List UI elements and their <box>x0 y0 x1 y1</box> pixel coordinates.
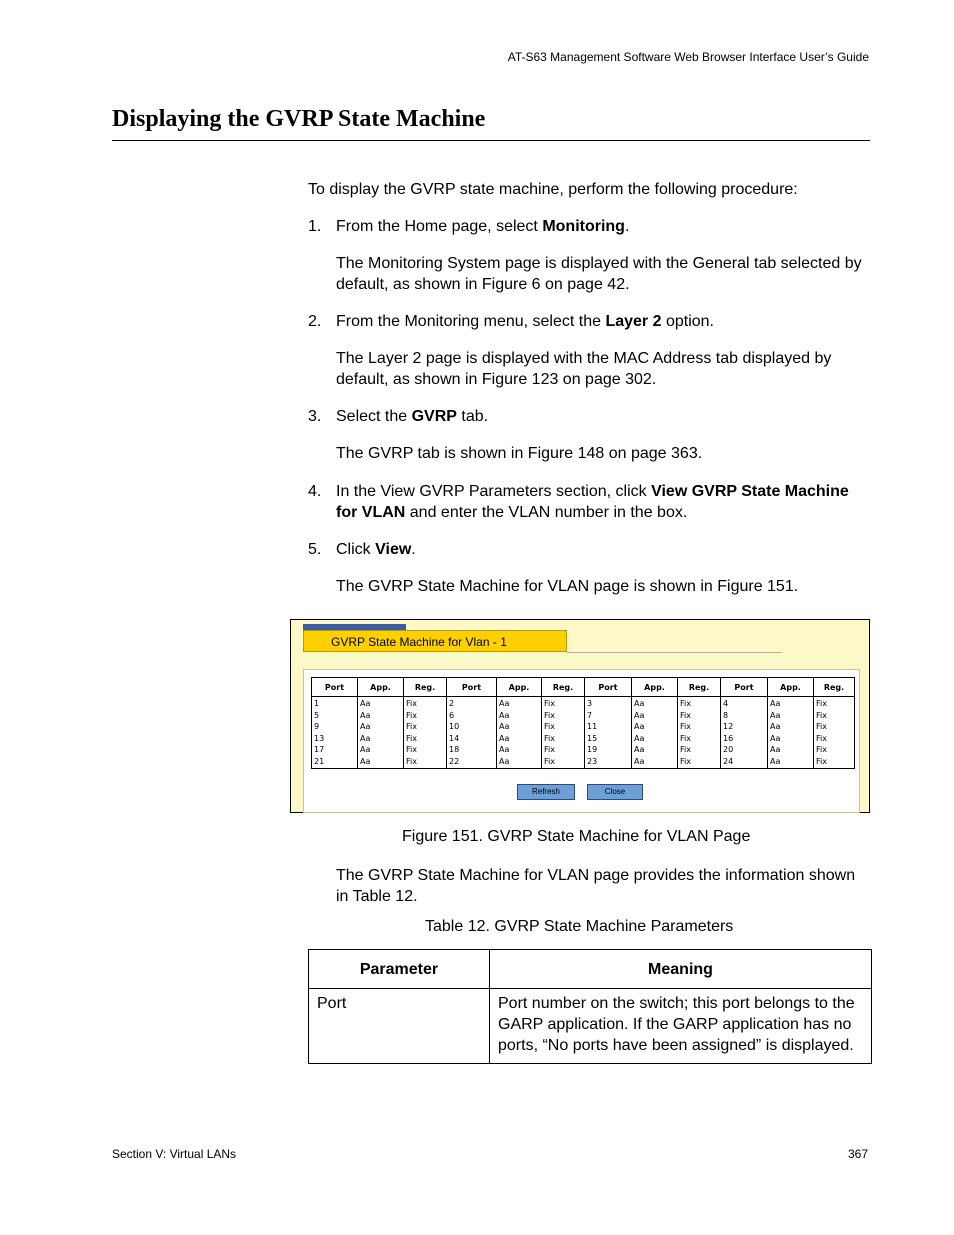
port-cell-value: 19 <box>587 745 598 754</box>
step-5-number: 5. <box>308 541 322 558</box>
reg-cell-value: Fix <box>544 722 555 731</box>
reg-cell-value: Fix <box>406 722 417 731</box>
port-cell-value: 13 <box>314 733 325 743</box>
port-cell-value: 20 <box>723 745 734 754</box>
port-cell-value: 4 <box>723 699 729 708</box>
step-1-text: From the Home page, select Monitoring. <box>336 218 630 235</box>
footer-section: Section V: Virtual LANs <box>112 1147 237 1161</box>
port-cell-value: 14 <box>449 733 460 743</box>
reg-cell-value: Fix <box>680 745 691 754</box>
column-header: App. <box>497 678 542 697</box>
step-3-text: Select the GVRP tab. <box>336 408 489 425</box>
port-cell-value: 5 <box>314 710 320 720</box>
app-cell-value: Aa <box>634 699 645 708</box>
reg-cell-value: Fix <box>816 722 827 731</box>
app-cell-value: Aa <box>634 722 645 731</box>
app-cell-value: Aa <box>634 756 645 766</box>
column-header: App. <box>768 678 814 697</box>
reg-cell-value: Fix <box>680 710 691 720</box>
port-cell-value: 11 <box>587 722 598 731</box>
app-cell-value: Aa <box>634 745 645 754</box>
reg-cell-value: Fix <box>680 699 691 708</box>
app-cell-value: Aa <box>499 745 510 754</box>
port-cell-value: 8 <box>723 710 729 720</box>
app-cell-value: Aa <box>770 733 781 743</box>
header-parameter: Parameter <box>309 950 490 989</box>
column-header: App. <box>358 678 404 697</box>
app-cell-value: Aa <box>770 722 781 731</box>
reg-cell-value: Fix <box>680 733 691 743</box>
running-header: AT-S63 Management Software Web Browser Interface User’s Guide <box>507 50 869 64</box>
reg-cell <box>814 697 855 769</box>
app-cell-value: Aa <box>499 756 510 766</box>
cell-parameter: Port <box>309 989 490 1064</box>
app-cell <box>768 697 814 769</box>
reg-cell-value: Fix <box>816 699 827 708</box>
app-cell-value: Aa <box>770 710 781 720</box>
reg-cell-value: Fix <box>544 733 555 743</box>
table-caption: Table 12. GVRP State Machine Parameters <box>425 918 734 935</box>
title-rule <box>112 140 870 141</box>
port-cell-value: 6 <box>449 710 455 720</box>
port-cell-value: 17 <box>314 745 325 754</box>
header-meaning: Meaning <box>490 950 872 989</box>
reg-cell-value: Fix <box>544 756 555 766</box>
step-5-note: The GVRP State Machine for VLAN page is shown in Figure 151. <box>336 578 799 595</box>
page-number: 367 <box>847 1147 868 1161</box>
port-cell-value: 3 <box>587 699 593 708</box>
reg-cell-value: Fix <box>816 745 827 754</box>
intro-paragraph: To display the GVRP state machine, perform the following procedure: <box>308 181 798 198</box>
state-machine-table <box>311 677 855 769</box>
app-cell-value: Aa <box>634 710 645 720</box>
app-cell-value: Aa <box>770 699 781 708</box>
app-cell-value: Aa <box>360 756 371 766</box>
column-header: Reg. <box>404 678 447 697</box>
port-cell-value: 2 <box>449 699 455 708</box>
port-cell-value: 18 <box>449 745 460 754</box>
step-3-number: 3. <box>308 408 322 425</box>
figure-caption: Figure 151. GVRP State Machine for VLAN Page <box>402 828 751 845</box>
step-2-text: From the Monitoring menu, select the Layer 2 option. <box>336 313 714 330</box>
cell-meaning: Port number on the switch; this port belongs to the GARP application. If the GARP application has no ports, “No ports have been assigned” is displayed. <box>490 989 872 1064</box>
gvrp-state-machine-screenshot <box>290 619 870 813</box>
step-2-number: 2. <box>308 313 322 330</box>
port-cell <box>585 697 632 769</box>
reg-cell-value: Fix <box>406 710 417 720</box>
state-machine-panel <box>303 669 860 813</box>
reg-cell-value: Fix <box>406 756 417 766</box>
app-cell-value: Aa <box>360 733 371 743</box>
reg-cell-value: Fix <box>680 756 691 766</box>
column-header: Port <box>447 678 497 697</box>
column-header: Reg. <box>678 678 721 697</box>
step-2-note: The Layer 2 page is displayed with the MAC Address tab displayed by default, as shown in Figure 123 on page 302. <box>336 350 832 388</box>
app-cell-value: Aa <box>360 745 371 754</box>
port-cell <box>447 697 497 769</box>
table-row <box>309 989 872 1064</box>
reg-cell-value: Fix <box>406 699 417 708</box>
reg-cell-value: Fix <box>544 745 555 754</box>
app-cell <box>358 697 404 769</box>
app-cell <box>632 697 678 769</box>
port-cell-value: 10 <box>449 722 460 731</box>
app-cell-value: Aa <box>770 756 781 766</box>
reg-cell-value: Fix <box>816 733 827 743</box>
tab-gvrp-state-machine[interactable]: GVRP State Machine for Vlan - 1 <box>303 630 567 652</box>
reg-cell-value: Fix <box>816 710 827 720</box>
state-machine-header-row <box>312 678 855 697</box>
port-cell-value: 22 <box>449 756 460 766</box>
column-header: Port <box>721 678 768 697</box>
column-header: Port <box>312 678 358 697</box>
port-cell <box>312 697 358 769</box>
tab-underline <box>567 652 782 653</box>
app-cell <box>497 697 542 769</box>
port-cell-value: 12 <box>723 722 734 731</box>
port-cell-value: 21 <box>314 756 325 766</box>
step-4-number: 4. <box>308 483 322 500</box>
port-cell-value: 23 <box>587 756 598 766</box>
step-5-text: Click View. <box>336 541 416 558</box>
after-figure-paragraph: The GVRP State Machine for VLAN page provides the information shown in Table 12. <box>336 867 856 905</box>
reg-cell <box>404 697 447 769</box>
app-cell-value: Aa <box>770 745 781 754</box>
refresh-button[interactable]: Refresh <box>517 784 575 800</box>
port-cell-value: 16 <box>723 733 734 743</box>
port-cell-value: 1 <box>314 699 320 708</box>
parameters-table <box>308 949 872 1064</box>
app-cell-value: Aa <box>634 733 645 743</box>
close-button[interactable]: Close <box>587 784 643 800</box>
reg-cell-value: Fix <box>406 745 417 754</box>
step-3-note: The GVRP tab is shown in Figure 148 on page 363. <box>336 445 703 462</box>
port-cell-value: 15 <box>587 733 598 743</box>
port-cell-value: 7 <box>587 710 593 720</box>
reg-cell-value: Fix <box>406 733 417 743</box>
reg-cell-value: Fix <box>544 699 555 708</box>
port-cell <box>721 697 768 769</box>
app-cell-value: Aa <box>499 722 510 731</box>
app-cell-value: Aa <box>360 722 371 731</box>
column-header: Reg. <box>542 678 585 697</box>
column-header: Port <box>585 678 632 697</box>
column-header: App. <box>632 678 678 697</box>
reg-cell <box>542 697 585 769</box>
reg-cell-value: Fix <box>816 756 827 766</box>
port-cell-value: 9 <box>314 722 320 731</box>
reg-cell <box>678 697 721 769</box>
table-row <box>312 697 855 769</box>
step-1-note: The Monitoring System page is displayed with the General tab selected by default, as shown in Figure 6 on page 42. <box>336 255 862 293</box>
port-cell-value: 24 <box>723 756 734 766</box>
app-cell-value: Aa <box>499 733 510 743</box>
section-title: Displaying the GVRP State Machine <box>112 106 486 132</box>
parameters-header-row <box>309 950 872 989</box>
reg-cell-value: Fix <box>544 710 555 720</box>
app-cell-value: Aa <box>360 710 371 720</box>
app-cell-value: Aa <box>499 699 510 708</box>
app-cell-value: Aa <box>499 710 510 720</box>
column-header: Reg. <box>814 678 855 697</box>
reg-cell-value: Fix <box>680 722 691 731</box>
step-1-number: 1. <box>308 218 322 235</box>
app-cell-value: Aa <box>360 699 371 708</box>
step-4-text: In the View GVRP Parameters section, click View GVRP State Machine for VLAN and enter the VLAN number in the box. <box>336 483 849 521</box>
